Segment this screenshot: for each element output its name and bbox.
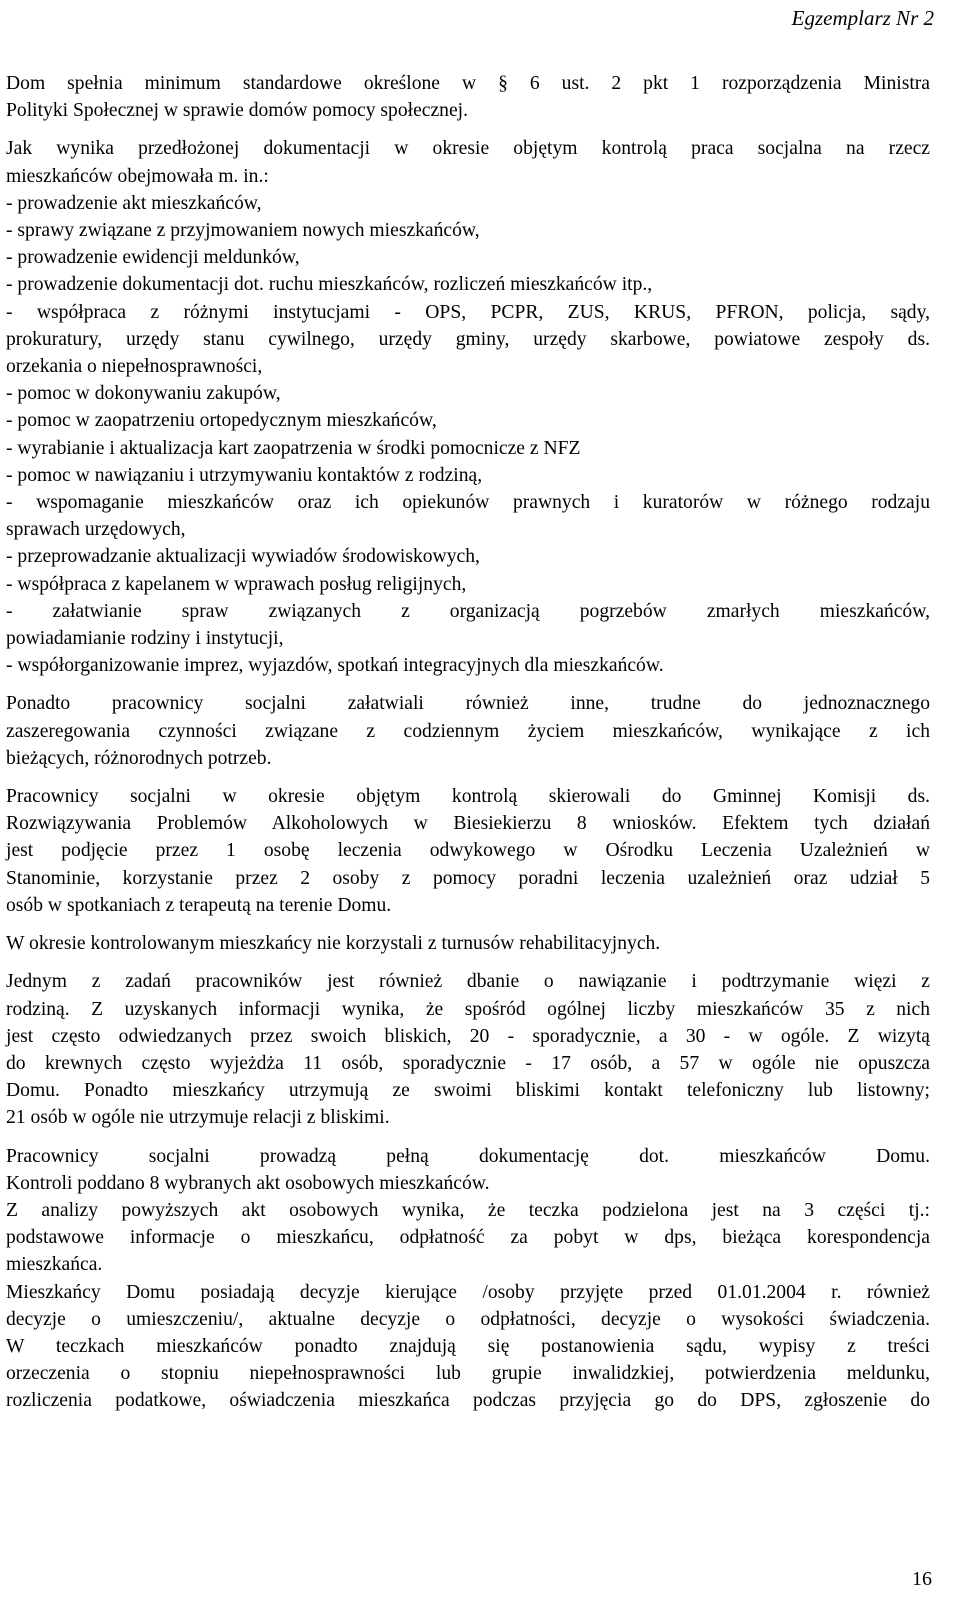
- text-line: Stanominie, korzystanie przez 2 osoby z pomocy poradni leczenia uzależnień oraz udział 5: [6, 867, 930, 889]
- text-line: Pracownicy socjalni w okresie objętym kontrolą skierowali do Gminnej Komisji ds.: [6, 786, 930, 808]
- text-line: sprawach urzędowych,: [6, 519, 186, 541]
- text-line: zaszeregowania czynności związane z codziennym życiem mieszkańców, wynikające z ich: [6, 720, 930, 742]
- text-line: jest często odwiedzanych przez swoich bliskich, 20 - sporadycznie, a 30 - w ogóle. Z wizytą: [6, 1025, 930, 1047]
- text-line: - pomoc w nawiązaniu i utrzymywaniu kontaktów z rodziną,: [6, 464, 483, 486]
- paragraph: [6, 783, 930, 919]
- text-line: Polityki Społecznej w sprawie domów pomocy społecznej.: [6, 100, 468, 122]
- text-line: bieżących, różnorodnych potrzeb.: [6, 747, 272, 769]
- paragraph: [6, 930, 930, 957]
- paragraph: [6, 690, 930, 772]
- text-line: Domu. Ponadto mieszkańcy utrzymują ze swoimi bliskimi kontakt telefoniczny lub listowny;: [6, 1080, 930, 1102]
- text-line: do krewnych często wyjeżdża 11 osób, sporadycznie - 17 osób, a 57 w ogóle nie opuszcza: [6, 1052, 930, 1074]
- text-line: Mieszkańcy Domu posiadają decyzje kierujące /osoby przyjęte przed 01.01.2004 r. również: [6, 1281, 930, 1303]
- text-line: jest podjęcie przez 1 osobę leczenia odwykowego w Ośrodku Leczenia Uzależnień w: [6, 840, 930, 862]
- text-line: Dom spełnia minimum standardowe określone w § 6 ust. 2 pkt 1 rozporządzenia Ministra: [6, 73, 930, 94]
- text-line: W okresie kontrolowanym mieszkańcy nie korzystali z turnusów rehabilitacyjnych.: [6, 933, 661, 955]
- text-line: Pracownicy socjalni prowadzą pełną dokumentację dot. mieszkańców Domu.: [6, 1145, 930, 1167]
- text-line: osób w spotkaniach z terapeutą na terenie Domu.: [6, 894, 392, 916]
- text-line: - pomoc w dokonywaniu zakupów,: [6, 383, 281, 405]
- text-line: prokuratury, urzędy stanu cywilnego, urzędy gminy, urzędy skarbowe, powiatowe zespoły ds.: [6, 328, 930, 350]
- text-line: podstawowe informacje o mieszkańcu, odpłatność za pobyt w dps, bieżąca korespondencja: [6, 1227, 930, 1249]
- text-line: - wspomaganie mieszkańców oraz ich opiekunów prawnych i kuratorów w różnego rodzaju: [6, 492, 930, 514]
- text-line: Jak wynika przedłożonej dokumentacji w okresie objętym kontrolą praca socjalna na rzecz: [6, 138, 930, 160]
- text-line: 21 osób w ogóle nie utrzymuje relacji z bliskimi.: [6, 1107, 390, 1129]
- paragraph: [6, 968, 930, 1131]
- paragraph: [6, 70, 930, 124]
- text-line: - współpraca z kapelanem w wprawach posług religijnych,: [6, 573, 467, 595]
- document-body: [6, 70, 930, 1426]
- text-line: - przeprowadzanie aktualizacji wywiadów środowiskowych,: [6, 546, 480, 568]
- text-line: mieszkańców obejmowała m. in.:: [6, 165, 269, 187]
- text-line: - prowadzenie akt mieszkańców,: [6, 192, 262, 214]
- text-line: - prowadzenie ewidencji meldunków,: [6, 247, 300, 269]
- text-line: - sprawy związane z przyjmowaniem nowych mieszkańców,: [6, 220, 480, 242]
- text-line: mieszkańca.: [6, 1254, 103, 1276]
- text-line: Rozwiązywania Problemów Alkoholowych w Biesiekierzu 8 wniosków. Efektem tych działań: [6, 813, 930, 835]
- text-line: W teczkach mieszkańców ponadto znajdują się postanowienia sądu, wypisy z treści: [6, 1335, 930, 1357]
- paragraph: [6, 135, 930, 679]
- text-line: - załatwianie spraw związanych z organizacją pogrzebów zmarłych mieszkańców,: [6, 600, 930, 622]
- text-line: - współpraca z różnymi instytucjami - OPS, PCPR, ZUS, KRUS, PFRON, policja, sądy,: [6, 301, 930, 323]
- text-line: - prowadzenie dokumentacji dot. ruchu mieszkańców, rozliczeń mieszkańców itp.,: [6, 274, 653, 296]
- page-number: 16: [912, 1568, 932, 1590]
- copy-label: Egzemplarz Nr 2: [791, 6, 934, 30]
- text-line: - współorganizowanie imprez, wyjazdów, spotkań integracyjnych dla mieszkańców.: [6, 655, 664, 677]
- paragraph: [6, 1143, 930, 1415]
- text-line: rozliczenia podatkowe, oświadczenia mieszkańca podczas przyjęcia go do DPS, zgłoszenie do: [6, 1390, 930, 1412]
- text-line: rodziną. Z uzyskanych informacji wynika, że spośród ogólnej liczby mieszkańców 35 z nich: [6, 998, 930, 1020]
- text-line: decyzje o umieszczeniu/, aktualne decyzje o odpłatności, decyzje o wysokości świadczenia.: [6, 1308, 930, 1330]
- text-line: Kontroli poddano 8 wybranych akt osobowych mieszkańców.: [6, 1172, 490, 1194]
- text-line: - pomoc w zaopatrzeniu ortopedycznym mieszkańców,: [6, 410, 437, 432]
- text-line: Ponadto pracownicy socjalni załatwiali również inne, trudne do jednoznacznego: [6, 693, 930, 715]
- text-line: - wyrabianie i aktualizacja kart zaopatrzenia w środki pomocnicze z NFZ: [6, 437, 581, 459]
- text-line: orzeczenia o stopniu niepełnosprawności lub grupie inwalidzkiej, potwierdzenia meldunku,: [6, 1363, 930, 1385]
- text-line: orzekania o niepełnosprawności,: [6, 356, 263, 378]
- text-line: Z analizy powyższych akt osobowych wynika, że teczka podzielona jest na 3 części tj.:: [6, 1199, 930, 1221]
- text-line: Jednym z zadań pracowników jest również dbanie o nawiązanie i podtrzymanie więzi z: [6, 971, 930, 993]
- text-line: powiadamianie rodziny i instytucji,: [6, 628, 284, 650]
